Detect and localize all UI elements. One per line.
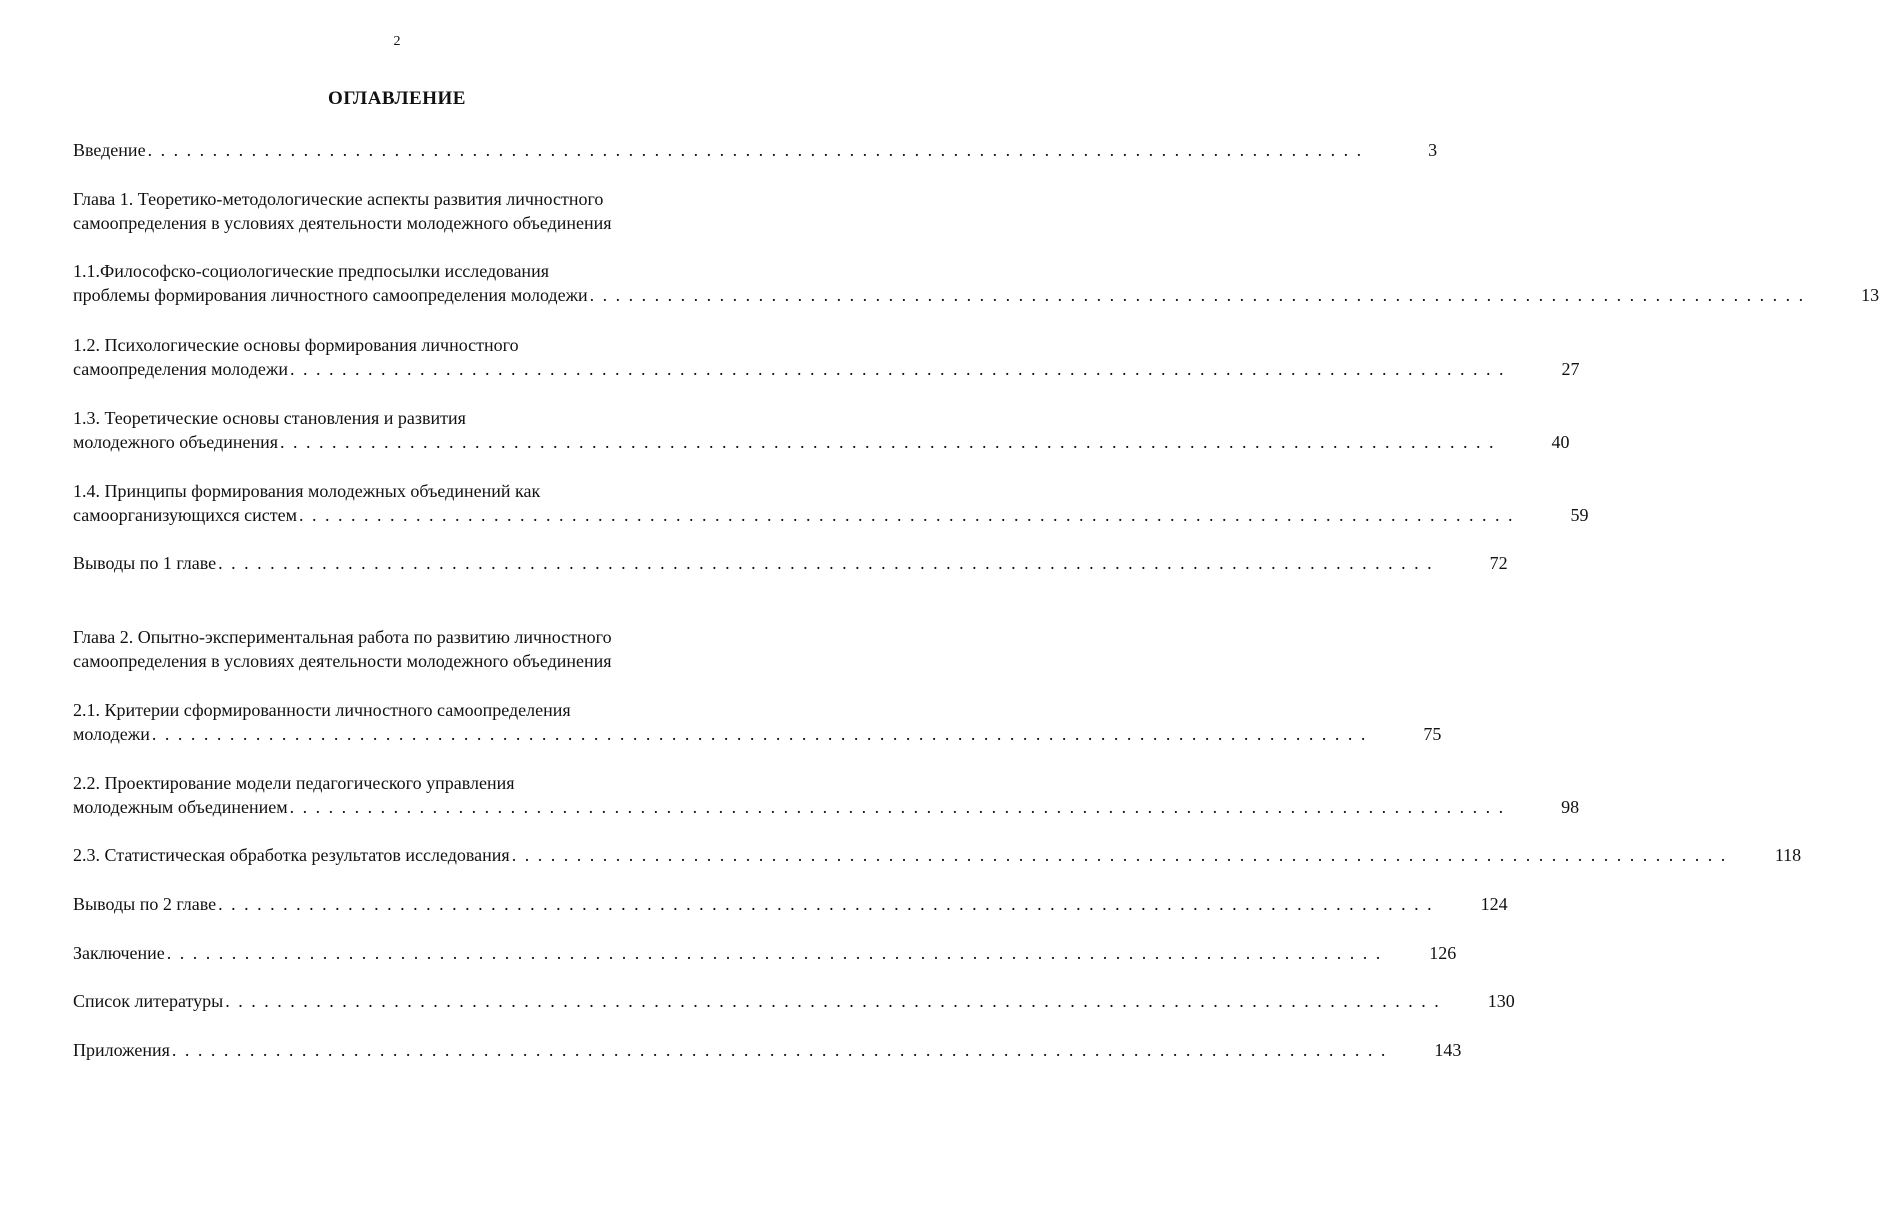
toc-page-number: 126 <box>1429 943 1457 963</box>
toc-entry-2-2[interactable] <box>73 771 1580 819</box>
toc-chapter-2[interactable] <box>73 625 737 673</box>
toc-entry-text: самоорганизующихся систем <box>73 505 298 525</box>
toc-page-number: 27 <box>1561 359 1580 379</box>
toc-entry-text: молодежного объединения <box>73 432 278 452</box>
toc-page-number: 75 <box>1423 724 1442 744</box>
toc-entry-2-1[interactable] <box>73 698 1442 746</box>
toc-page-number: 72 <box>1489 553 1508 573</box>
toc-entry-intro[interactable] <box>73 138 1438 162</box>
toc-entry-text: 1.3. Теоретические основы становления и развития <box>73 408 466 428</box>
toc-entry-conclusions-2[interactable] <box>73 892 1508 916</box>
toc-entry-text: Введение <box>73 140 146 160</box>
toc-entry-1-3[interactable] <box>73 406 1570 454</box>
dot-leader: . . . . . . . . . . . . . . . . . . . . . . . . . . . . . . . . . . . . . . . . . . . . . . . . . . . . . . . . . . . . . . . . . . . . . . . . . . . . . . . . . . . . . . . . . . . . . . <box>151 724 1368 744</box>
dot-leader: . . . . . . . . . . . . . . . . . . . . . . . . . . . . . . . . . . . . . . . . . . . . . . . . . . . . . . . . . . . . . . . . . . . . . . . . . . . . . . . . . . . . . . . . . . . . . . <box>147 140 1364 160</box>
toc-entry-text: Выводы по 1 главе <box>73 553 217 573</box>
toc-entry-1-2[interactable] <box>73 333 1580 381</box>
toc-page-number: 98 <box>1561 797 1580 817</box>
dot-leader: . . . . . . . . . . . . . . . . . . . . . . . . . . . . . . . . . . . . . . . . . . . . . . . . . . . . . . . . . . . . . . . . . . . . . . . . . . . . . . . . . . . . . . . . . . . . . . <box>171 1040 1388 1060</box>
toc-entry-text: 2.2. Проектирование модели педагогического управления <box>73 773 515 793</box>
page-number: 2 <box>393 34 401 49</box>
dot-leader: . . . . . . . . . . . . . . . . . . . . . . . . . . . . . . . . . . . . . . . . . . . . . . . . . . . . . . . . . . . . . . . . . . . . . . . . . . . . . . . . . . . . . . . . . . . . . . <box>225 991 1441 1011</box>
dot-leader: . . . . . . . . . . . . . . . . . . . . . . . . . . . . . . . . . . . . . . . . . . . . . . . . . . . . . . . . . . . . . . . . . . . . . . . . . . . . . . . . . . . . . . . . . . . . . . <box>289 797 1506 817</box>
toc-entry-text: молодежным объединением <box>73 797 288 817</box>
toc-page-number: 143 <box>1434 1040 1462 1060</box>
dot-leader: . . . . . . . . . . . . . . . . . . . . . . . . . . . . . . . . . . . . . . . . . . . . . . . . . . . . . . . . . . . . . . . . . . . . . . . . . . . . . . . . . . . . . . . . . . . . . . <box>218 553 1434 573</box>
toc-entry-conclusion[interactable] <box>73 941 1457 965</box>
toc-page-number: 130 <box>1487 991 1515 1011</box>
toc-entry-text: 2.1. Критерии сформированности личностного самоопределения <box>73 700 571 720</box>
toc-page-number: 59 <box>1570 505 1589 525</box>
toc-entry-1-1[interactable] <box>73 259 1879 307</box>
toc-entry-appendices[interactable] <box>73 1038 1462 1062</box>
toc-entry-conclusions-1[interactable] <box>73 551 1508 575</box>
dot-leader: . . . . . . . . . . . . . . . . . . . . . . . . . . . . . . . . . . . . . . . . . . . . . . . . . . . . . . . . . . . . . . . . . . . . . . . . . . . . . . . . . . . . . . . . . . . . . . <box>280 432 1496 452</box>
toc-page-number: 40 <box>1551 432 1570 452</box>
toc-entry-bibliography[interactable] <box>73 989 1515 1013</box>
toc-entry-text: Глава 2. Опытно-экспериментальная работа по развитию личностного <box>73 627 612 647</box>
toc-chapter-1[interactable] <box>73 187 737 235</box>
dot-leader: . . . . . . . . . . . . . . . . . . . . . . . . . . . . . . . . . . . . . . . . . . . . . . . . . . . . . . . . . . . . . . . . . . . . . . . . . . . . . . . . . . . . . . . . . . . . . . <box>299 505 1515 525</box>
toc-page-number: 3 <box>1428 140 1438 160</box>
toc-page-number: 118 <box>1774 845 1802 865</box>
toc-entry-text: 1.4. Принципы формирования молодежных объединений как <box>73 481 541 501</box>
toc-entry-text: 1.2. Психологические основы формирования личностного <box>73 335 519 355</box>
toc-page-number: 124 <box>1480 894 1508 914</box>
toc-entry-text: Заключение <box>73 943 165 963</box>
toc-entry-text: 1.1.Философско-социологические предпосылки исследования <box>73 261 549 281</box>
toc-entry-1-4[interactable] <box>73 479 1589 527</box>
dot-leader: . . . . . . . . . . . . . . . . . . . . . . . . . . . . . . . . . . . . . . . . . . . . . . . . . . . . . . . . . . . . . . . . . . . . . . . . . . . . . . . . . . . . . . . . . . . . . . <box>511 845 1728 865</box>
toc-entry-text: самоопределения молодежи <box>73 359 288 379</box>
toc-entry-text: молодежи <box>73 724 150 744</box>
page-title: ОГЛАВЛЕНИЕ <box>328 88 466 109</box>
dot-leader: . . . . . . . . . . . . . . . . . . . . . . . . . . . . . . . . . . . . . . . . . . . . . . . . . . . . . . . . . . . . . . . . . . . . . . . . . . . . . . . . . . . . . . . . . . . . . . <box>166 943 1383 963</box>
toc-page-number: 13 <box>1861 285 1879 305</box>
toc-entry-2-3[interactable] <box>73 843 1802 867</box>
toc-entry-text: проблемы формирования личностного самоопределения молодежи <box>73 285 588 305</box>
toc-entry-text: Глава 1. Теоретико-методологические аспекты развития личностного <box>73 189 604 209</box>
toc-entry-text: самоопределения в условиях деятельности молодежного объединения <box>73 213 612 233</box>
toc-entry-text: Приложения <box>73 1040 170 1060</box>
toc-entry-text: самоопределения в условиях деятельности молодежного объединения <box>73 651 612 671</box>
toc-entry-text: Список литературы <box>73 991 224 1011</box>
dot-leader: . . . . . . . . . . . . . . . . . . . . . . . . . . . . . . . . . . . . . . . . . . . . . . . . . . . . . . . . . . . . . . . . . . . . . . . . . . . . . . . . . . . . . . . . . . . . . . <box>289 359 1506 379</box>
dot-leader: . . . . . . . . . . . . . . . . . . . . . . . . . . . . . . . . . . . . . . . . . . . . . . . . . . . . . . . . . . . . . . . . . . . . . . . . . . . . . . . . . . . . . . . . . . . . . . <box>589 285 1806 305</box>
toc-entry-text: Выводы по 2 главе <box>73 894 217 914</box>
dot-leader: . . . . . . . . . . . . . . . . . . . . . . . . . . . . . . . . . . . . . . . . . . . . . . . . . . . . . . . . . . . . . . . . . . . . . . . . . . . . . . . . . . . . . . . . . . . . . . <box>218 894 1434 914</box>
toc-entry-text: 2.3. Статистическая обработка результатов исследования <box>73 845 510 865</box>
